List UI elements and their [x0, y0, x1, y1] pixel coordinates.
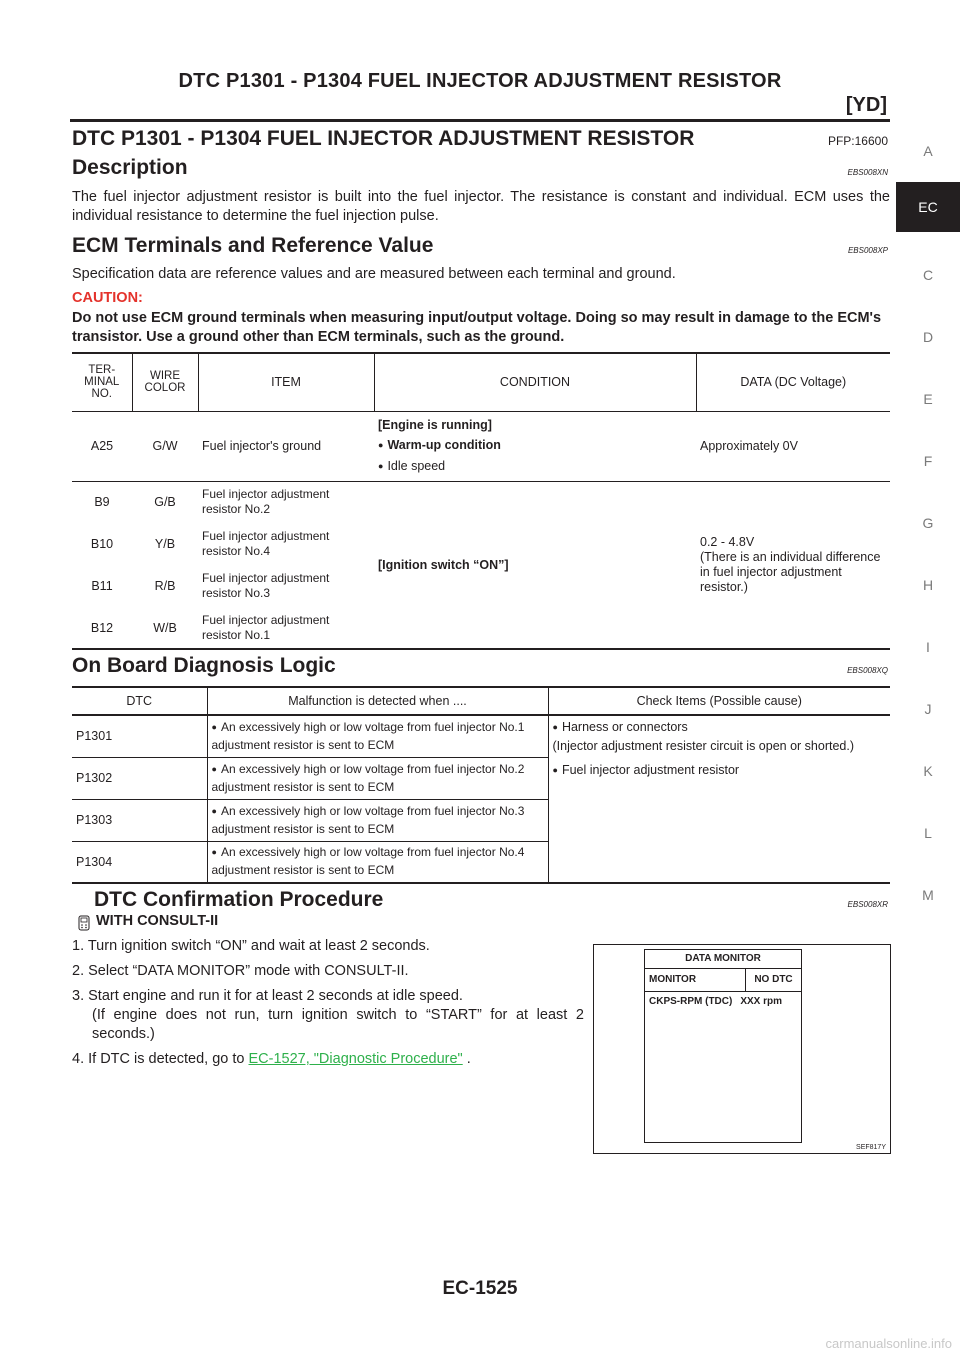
malfunction-cell	[207, 841, 548, 883]
tab-d[interactable]: D	[922, 329, 934, 345]
dtc-cell: P1303	[72, 799, 207, 841]
dtc-cell: P1304	[72, 841, 207, 883]
screen-no-dtc: NO DTC	[754, 974, 793, 985]
tab-ec[interactable]: EC	[896, 182, 960, 232]
tab-e[interactable]: E	[923, 391, 933, 407]
caution-label: CAUTION:	[72, 290, 143, 306]
item-cell: Fuel injector's ground	[202, 439, 322, 453]
terminal-cell: B9	[94, 495, 110, 510]
screen-header-row	[645, 969, 801, 992]
table-row	[72, 715, 890, 757]
procedure-steps	[72, 937, 584, 1075]
tab-l[interactable]: L	[924, 825, 932, 841]
dtc-cell: P1301	[72, 715, 207, 757]
tab-g[interactable]: G	[922, 515, 934, 531]
consult-screen	[644, 949, 802, 1143]
tab-f[interactable]: F	[923, 453, 933, 469]
terminal-cell: B12	[90, 620, 114, 635]
dtc-cell: P1302	[72, 757, 207, 799]
table-row	[72, 411, 890, 481]
terminal-cell: A25	[90, 439, 114, 453]
ecm-terminal-table	[72, 352, 890, 650]
watermark: carmanualsonline.info	[825, 1336, 952, 1351]
wire-color-cell: R/B	[154, 579, 176, 593]
group-data-cell: 0.2 - 4.8V (There is an individual difference in fuel injector adjustment resistor.)	[696, 481, 890, 649]
malfunction-text: ● An excessively high or low voltage from fuel injector No.2 adjustment resistor is sent to ECM	[212, 762, 525, 794]
tab-j[interactable]: J	[924, 701, 932, 717]
data-cell: Approximately 0V	[700, 439, 798, 453]
col-data: DATA (DC Voltage)	[740, 375, 847, 390]
check-item: ● Harness or connectors (Injector adjustment resister circuit is open or shorted.)	[553, 718, 887, 755]
wire-color-cell: G/W	[152, 439, 178, 453]
condition-cell	[374, 411, 696, 481]
figure-id: SEF817Y	[856, 1144, 886, 1151]
confirmation-heading: DTC Confirmation Procedure	[94, 888, 384, 911]
malfunction-cell	[207, 757, 548, 799]
ecm-terminals-text: Specification data are reference values and are measured between each terminal and ground.	[72, 266, 676, 282]
malfunction-text: ● An excessively high or low voltage from fuel injector No.4 adjustment resistor is sent to ECM	[212, 845, 525, 877]
screen-data-row	[645, 992, 801, 1007]
item-cell: Fuel injector adjustment resistor No.4	[202, 529, 330, 558]
section-index-tabs	[896, 120, 960, 926]
malfunction-cell	[207, 799, 548, 841]
step-3: 3. Start engine and run it for at least 2 seconds at idle speed.	[72, 988, 463, 1004]
page-number: EC-1525	[442, 1278, 518, 1299]
col-wire-color: WIRE COLOR	[132, 353, 198, 411]
running-header-title: DTC P1301 - P1304 FUEL INJECTOR ADJUSTMENT RESISTOR	[178, 70, 782, 92]
description-text: The fuel injector adjustment resistor is built into the fuel injector. The resistance is constant and individual. ECM uses the individual resistance to determine the fuel injection pulse.	[72, 189, 890, 224]
col-item: ITEM	[198, 353, 374, 411]
check-item: ● Fuel injector adjustment resistor	[553, 761, 887, 780]
malfunction-cell	[207, 715, 548, 757]
col-dtc: DTC	[72, 687, 207, 715]
malfunction-text: ● An excessively high or low voltage from fuel injector No.1 adjustment resistor is sent to ECM	[212, 720, 525, 752]
tab-m[interactable]: M	[922, 887, 934, 903]
pfp-code: PFP:16600	[827, 134, 888, 148]
col-terminal: TER-MINAL NO.	[72, 353, 132, 411]
obd-table	[72, 686, 890, 884]
malfunction-text: ● An excessively high or low voltage from fuel injector No.3 adjustment resistor is sent to ECM	[212, 804, 525, 836]
condition-bullet: ● Idle speed	[378, 456, 692, 477]
step-3-note: (If engine does not run, turn ignition switch to “START” for at least 2 seconds.)	[92, 1007, 584, 1042]
page-title: DTC P1301 - P1304 FUEL INJECTOR ADJUSTMENT RESISTOR	[72, 127, 695, 150]
condition-head: [Engine is running]	[378, 418, 492, 432]
col-check-items: Check Items (Possible cause)	[636, 694, 802, 708]
wire-color-cell: G/B	[154, 495, 176, 510]
tab-h[interactable]: H	[922, 577, 934, 593]
item-cell: Fuel injector adjustment resistor No.2	[202, 487, 330, 517]
tab-k[interactable]: K	[923, 763, 933, 779]
data-monitor-figure	[593, 944, 891, 1154]
screen-row-value: XXX rpm	[740, 996, 783, 1007]
step-1: 1. Turn ignition switch “ON” and wait at least 2 seconds.	[72, 938, 430, 954]
tab-c[interactable]: C	[922, 267, 934, 283]
condition-bullet: ● Warm-up condition	[378, 435, 692, 456]
step-4-suffix: .	[462, 1051, 471, 1067]
tab-a[interactable]: A	[923, 143, 933, 159]
consult-tool-icon	[78, 915, 90, 931]
step-2: 2. Select “DATA MONITOR” mode with CONSULT-II.	[72, 963, 409, 979]
step-4	[72, 1050, 584, 1069]
table-row	[72, 481, 890, 523]
consult-subheading: WITH CONSULT-II	[96, 913, 219, 929]
ecm-terminals-heading: ECM Terminals and Reference Value	[72, 234, 434, 257]
check-items-cell	[548, 715, 890, 883]
ecm-terminals-ref: EBS008XP	[847, 246, 888, 255]
description-ref: EBS008XN	[847, 168, 888, 177]
obd-ref: EBS008XQ	[847, 666, 888, 675]
terminal-cell: B11	[91, 579, 113, 593]
diagnostic-procedure-link[interactable]: EC-1527, "Diagnostic Procedure"	[248, 1051, 463, 1067]
obd-heading: On Board Diagnosis Logic	[72, 654, 336, 677]
step-4-text: 4. If DTC is detected, go to	[72, 1051, 249, 1067]
item-cell: Fuel injector adjustment resistor No.3	[202, 571, 330, 600]
terminal-cell: B10	[90, 537, 114, 551]
group-condition-cell: [Ignition switch “ON”]	[374, 481, 696, 649]
col-condition: CONDITION	[374, 353, 696, 411]
col-malfunction: Malfunction is detected when ....	[207, 687, 548, 715]
screen-title: DATA MONITOR	[645, 950, 801, 969]
item-cell: Fuel injector adjustment resistor No.1	[202, 612, 330, 642]
wire-color-cell: Y/B	[154, 537, 176, 551]
confirmation-ref: EBS008XR	[847, 900, 888, 909]
wire-color-cell: W/B	[153, 620, 177, 635]
caution-text: Do not use ECM ground terminals when measuring input/output voltage. Doing so may result in damage to the ECM's transistor. Use a ground other than ECM terminals, such as the ground.	[72, 310, 882, 345]
description-heading: Description	[72, 156, 188, 179]
screen-row-label: CKPS-RPM (TDC)	[649, 996, 733, 1007]
running-header-section: [YD]	[845, 94, 887, 116]
header-rule	[70, 119, 890, 122]
tab-i[interactable]: I	[926, 639, 930, 655]
screen-monitor-label: MONITOR	[645, 969, 746, 991]
